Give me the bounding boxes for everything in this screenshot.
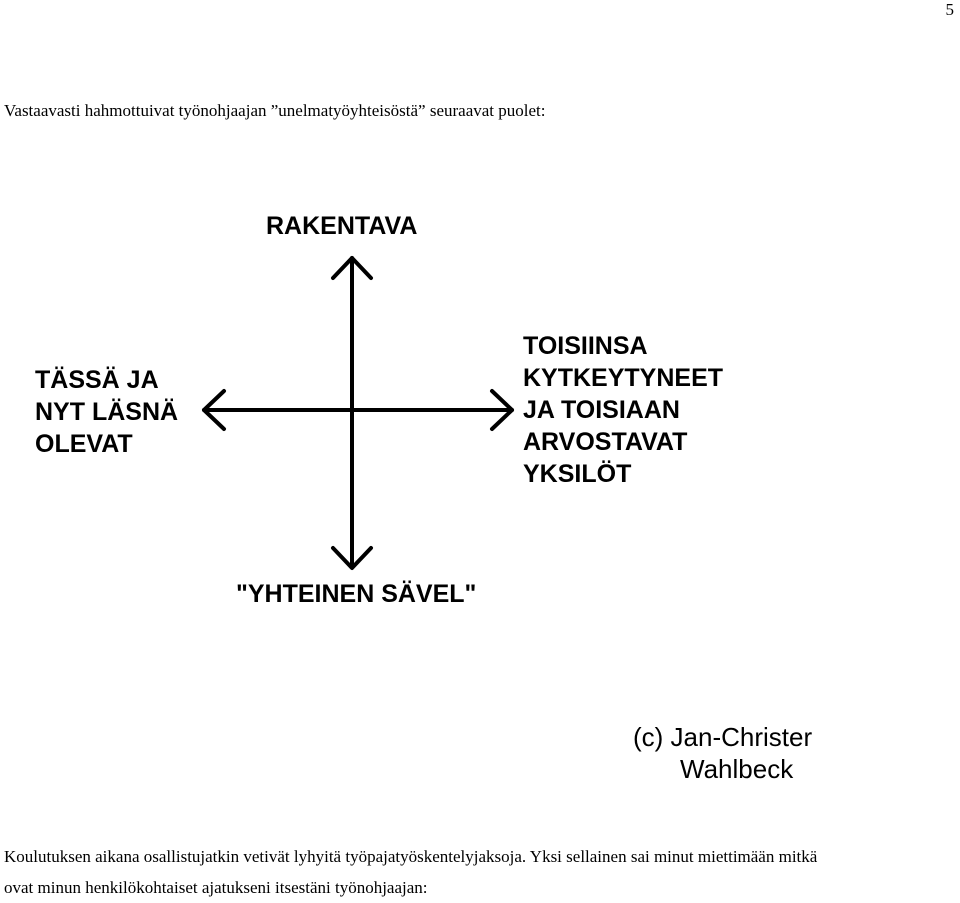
page-number: 5 [945, 0, 954, 19]
left-line-1: TÄSSÄ JA [35, 366, 159, 394]
paragraph-line-1: Koulutuksen aikana osallistujatkin vetivät lyhyitä työpajatyöskentelyjaksoja. Yksi sellainen sai minut miettimään mitkä [4, 847, 818, 866]
right-line-5: YKSILÖT [523, 460, 632, 488]
diagram-label-right [523, 330, 723, 490]
diagram-label-bottom: "YHTEINEN SÄVEL" [236, 580, 477, 608]
right-line-1: TOISIINSA [523, 332, 648, 360]
diagram-label-left [35, 364, 178, 460]
left-line-3: OLEVAT [35, 430, 133, 458]
right-line-3: JA TOISIAAN [523, 396, 680, 424]
paragraph-line-2: ovat minun henkilökohtaiset ajatukseni itsestäni työnohjaajan: [4, 878, 428, 897]
credit-line-2: Wahlbeck [680, 754, 794, 784]
intro-text: Vastaavasti hahmottuivat työnohjaajan ”unelmatyöyhteisöstä” seuraavat puolet: [4, 101, 546, 120]
left-line-2: NYT LÄSNÄ [35, 398, 179, 426]
diagram-label-top: RAKENTAVA [266, 212, 418, 240]
credit-line-1: (c) Jan-Christer [633, 722, 813, 752]
right-line-4: ARVOSTAVAT [523, 428, 688, 456]
right-line-2: KYTKEYTYNEET [523, 364, 724, 392]
copyright-credit [633, 721, 812, 785]
